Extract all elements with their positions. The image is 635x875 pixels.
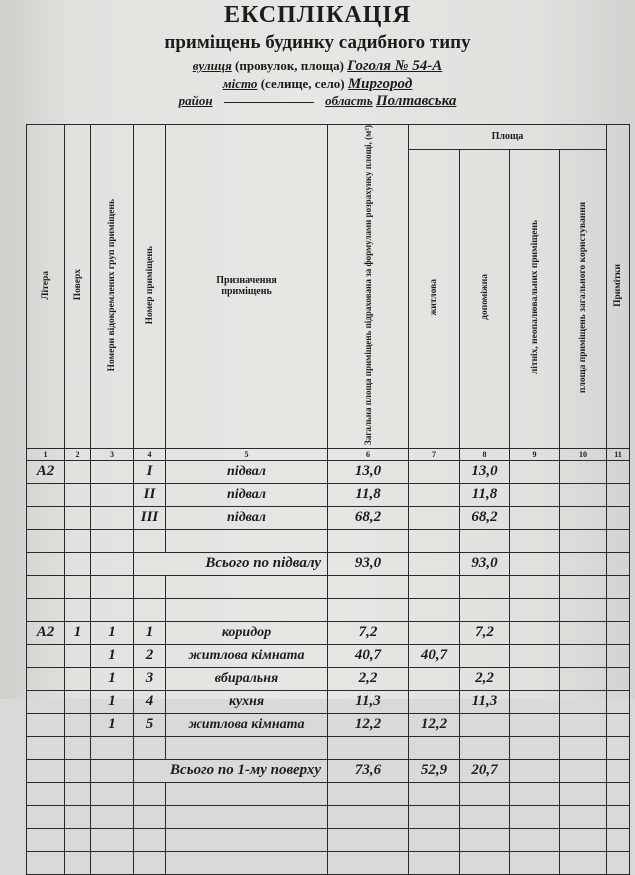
cell-living-area: [409, 736, 460, 759]
cell-empty: [560, 483, 607, 506]
col-litera: Літера: [27, 125, 65, 449]
cell-empty: [27, 552, 65, 575]
table-row: [27, 483, 630, 506]
col-room-no: Номер приміщень: [134, 125, 166, 449]
city-line: [0, 76, 635, 93]
cell-living-area: [409, 828, 460, 851]
cell-empty: [560, 736, 607, 759]
cell-empty: [560, 713, 607, 736]
cell-litera: [27, 506, 65, 529]
table-row: [27, 667, 630, 690]
cell-aux-area: 93,0: [460, 552, 510, 575]
cell-room-no: [134, 828, 166, 851]
cell-living-area: 12,2: [409, 713, 460, 736]
cell-room-no: [134, 736, 166, 759]
cell-total-area: 68,2: [328, 506, 409, 529]
cell-empty: [560, 460, 607, 483]
cell-litera: [27, 805, 65, 828]
cell-purpose: вбиральня: [166, 667, 328, 690]
cell-group-no: [91, 598, 134, 621]
col-summer: літніх, неопалювальних приміщень: [510, 149, 560, 448]
cell-group-no: [91, 782, 134, 805]
cell-living-area: [409, 621, 460, 644]
cell-floor: [65, 644, 91, 667]
cell-empty: [510, 782, 560, 805]
explication-table: [26, 124, 630, 875]
col-living: житлова: [409, 149, 460, 448]
region-label: область: [325, 93, 373, 108]
table-row: [27, 621, 630, 644]
cell-group-no: [91, 851, 134, 874]
cell-litera: А2: [27, 621, 65, 644]
cell-empty: [607, 805, 630, 828]
col-poverkh: Поверх: [65, 125, 91, 449]
cell-purpose: коридор: [166, 621, 328, 644]
col-area-group: Площа: [409, 125, 607, 150]
cell-room-no: [134, 598, 166, 621]
cell-total-area: [328, 529, 409, 552]
cell-empty: [560, 667, 607, 690]
cell-floor: [65, 667, 91, 690]
cell-purpose: підвал: [166, 483, 328, 506]
cell-empty: [607, 690, 630, 713]
cell-total-area: 40,7: [328, 644, 409, 667]
cell-litera: [27, 667, 65, 690]
cell-total-area: [328, 736, 409, 759]
cell-empty: [607, 759, 630, 782]
cell-empty: [607, 483, 630, 506]
cell-floor: 1: [65, 621, 91, 644]
cell-empty: [510, 529, 560, 552]
cell-group-no: 1: [91, 713, 134, 736]
table-row: [27, 506, 630, 529]
cell-living-area: [409, 460, 460, 483]
cell-aux-area: 7,2: [460, 621, 510, 644]
cell-empty: [560, 621, 607, 644]
cell-room-no: 5: [134, 713, 166, 736]
cell-living-area: [409, 575, 460, 598]
cell-empty: [510, 598, 560, 621]
cell-room-no: III: [134, 506, 166, 529]
cell-aux-area: [460, 736, 510, 759]
cell-purpose: підвал: [166, 506, 328, 529]
city-paren: (селище, село): [260, 76, 345, 91]
cell-purpose: кухня: [166, 690, 328, 713]
document-title: ЕКСПЛІКАЦІЯ: [223, 2, 412, 28]
col-purpose: Призначення приміщень: [166, 125, 328, 449]
column-numbers-row: 1 2 3 4 5 6 7 8 9 10 11: [27, 448, 630, 460]
cell-empty: [510, 667, 560, 690]
cell-empty: [91, 759, 134, 782]
cell-litera: [27, 529, 65, 552]
cell-total-area: 11,8: [328, 483, 409, 506]
cell-litera: [27, 782, 65, 805]
cell-total-area: [328, 575, 409, 598]
table-row: [27, 713, 630, 736]
cell-room-no: II: [134, 483, 166, 506]
cell-empty: [510, 575, 560, 598]
cell-empty: [607, 506, 630, 529]
cell-aux-area: 11,8: [460, 483, 510, 506]
cell-aux-area: [460, 644, 510, 667]
cell-empty: [510, 713, 560, 736]
cell-purpose: підвал: [166, 460, 328, 483]
region-value: Полтавська: [375, 93, 457, 109]
cell-empty: [607, 851, 630, 874]
cell-purpose: [166, 598, 328, 621]
cell-total-area: 93,0: [328, 552, 409, 575]
col-groups: Номери відокремлених груп приміщень: [91, 125, 134, 449]
cell-aux-area: 13,0: [460, 460, 510, 483]
cell-total-area: [328, 782, 409, 805]
cell-empty: [510, 621, 560, 644]
cell-room-no: [134, 805, 166, 828]
cell-empty: [510, 644, 560, 667]
cell-empty: [510, 828, 560, 851]
cell-empty: [607, 828, 630, 851]
cell-empty: [560, 759, 607, 782]
cell-aux-area: [460, 575, 510, 598]
cell-purpose: [166, 805, 328, 828]
cell-empty: [510, 483, 560, 506]
city-label: місто: [222, 76, 258, 91]
street-paren: (провулок, площа): [235, 58, 344, 73]
cell-group-no: [91, 805, 134, 828]
table-row: [27, 782, 630, 805]
cell-empty: [560, 690, 607, 713]
cell-aux-area: [460, 598, 510, 621]
cell-total-area: 11,3: [328, 690, 409, 713]
cell-group-no: [91, 529, 134, 552]
cell-litera: [27, 736, 65, 759]
cell-empty: [560, 828, 607, 851]
cell-aux-area: [460, 782, 510, 805]
cell-floor: [65, 736, 91, 759]
cell-aux-area: 20,7: [460, 759, 510, 782]
cell-total-area: [328, 805, 409, 828]
cell-empty: [607, 713, 630, 736]
cell-empty: [560, 506, 607, 529]
cell-living-area: [409, 529, 460, 552]
cell-room-no: [134, 851, 166, 874]
cell-floor: [65, 805, 91, 828]
cell-total-area: 7,2: [328, 621, 409, 644]
cell-living-area: 52,9: [409, 759, 460, 782]
cell-empty: [91, 552, 134, 575]
cell-litera: [27, 598, 65, 621]
cell-living-area: [409, 851, 460, 874]
cell-floor: [65, 598, 91, 621]
cell-living-area: [409, 805, 460, 828]
cell-purpose: житлова кімната: [166, 713, 328, 736]
cell-litera: [27, 713, 65, 736]
cell-total-area: 2,2: [328, 667, 409, 690]
cell-aux-area: [460, 828, 510, 851]
cell-empty: [607, 460, 630, 483]
cell-empty: [510, 690, 560, 713]
cell-group-no: [91, 483, 134, 506]
cell-aux-area: [460, 851, 510, 874]
cell-group-no: [91, 736, 134, 759]
col-auxiliary: допоміжна: [460, 149, 510, 448]
street-line: [0, 58, 635, 75]
document-subtitle: приміщень будинку садибного типу: [164, 32, 471, 53]
cell-aux-area: 2,2: [460, 667, 510, 690]
table-row: [27, 575, 630, 598]
cell-empty: [510, 552, 560, 575]
col-notes: Примітки: [607, 125, 630, 449]
cell-group-no: [91, 575, 134, 598]
cell-purpose: житлова кімната: [166, 644, 328, 667]
cell-empty: [510, 851, 560, 874]
cell-empty: [510, 736, 560, 759]
table-row: [27, 598, 630, 621]
cell-empty: [560, 529, 607, 552]
cell-litera: [27, 851, 65, 874]
cell-empty: [607, 782, 630, 805]
cell-room-no: 4: [134, 690, 166, 713]
cell-living-area: [409, 667, 460, 690]
cell-living-area: 40,7: [409, 644, 460, 667]
cell-summary-label: Всього по підвалу: [134, 552, 328, 575]
cell-aux-area: 68,2: [460, 506, 510, 529]
cell-floor: [65, 713, 91, 736]
table-row: [27, 644, 630, 667]
cell-empty: [607, 529, 630, 552]
summary-row: [27, 759, 630, 782]
cell-litera: А2: [27, 460, 65, 483]
cell-floor: [65, 782, 91, 805]
cell-room-no: [134, 575, 166, 598]
cell-litera: [27, 828, 65, 851]
cell-litera: [27, 690, 65, 713]
cell-empty: [607, 621, 630, 644]
cell-litera: [27, 483, 65, 506]
table-row: [27, 851, 630, 874]
cell-living-area: [409, 690, 460, 713]
cell-group-no: 1: [91, 667, 134, 690]
cell-empty: [510, 506, 560, 529]
cell-room-no: 3: [134, 667, 166, 690]
region-line: [0, 93, 635, 110]
cell-empty: [607, 644, 630, 667]
cell-empty: [607, 575, 630, 598]
cell-floor: [65, 529, 91, 552]
cell-group-no: [91, 506, 134, 529]
table-row: [27, 690, 630, 713]
cell-total-area: 73,6: [328, 759, 409, 782]
cell-purpose: [166, 828, 328, 851]
district-blank: [224, 102, 314, 103]
cell-room-no: 2: [134, 644, 166, 667]
cell-group-no: [91, 828, 134, 851]
cell-aux-area: [460, 529, 510, 552]
cell-living-area: [409, 506, 460, 529]
cell-floor: [65, 506, 91, 529]
cell-empty: [607, 736, 630, 759]
cell-litera: [27, 644, 65, 667]
cell-floor: [65, 460, 91, 483]
table-row: [27, 460, 630, 483]
city-value: Миргород: [347, 76, 413, 92]
col-total-area: Загальна площа приміщень підрахована за формулами розрахунку площі, (м²): [328, 125, 409, 449]
cell-room-no: [134, 782, 166, 805]
cell-empty: [510, 460, 560, 483]
cell-empty: [607, 552, 630, 575]
cell-purpose: [166, 575, 328, 598]
cell-empty: [560, 552, 607, 575]
cell-group-no: 1: [91, 690, 134, 713]
street-label: вулиця: [192, 58, 232, 73]
cell-empty: [560, 851, 607, 874]
cell-empty: [560, 598, 607, 621]
cell-room-no: I: [134, 460, 166, 483]
cell-empty: [65, 552, 91, 575]
street-value: Гоголя № 54-А: [347, 58, 443, 74]
cell-empty: [560, 575, 607, 598]
cell-purpose: [166, 851, 328, 874]
cell-total-area: [328, 851, 409, 874]
cell-empty: [510, 805, 560, 828]
cell-group-no: 1: [91, 621, 134, 644]
cell-floor: [65, 483, 91, 506]
cell-total-area: [328, 828, 409, 851]
cell-total-area: 12,2: [328, 713, 409, 736]
cell-purpose: [166, 782, 328, 805]
cell-empty: [510, 759, 560, 782]
cell-aux-area: [460, 805, 510, 828]
cell-empty: [65, 759, 91, 782]
cell-living-area: [409, 483, 460, 506]
cell-group-no: 1: [91, 644, 134, 667]
cell-empty: [560, 805, 607, 828]
cell-aux-area: 11,3: [460, 690, 510, 713]
cell-room-no: [134, 529, 166, 552]
summary-row: [27, 552, 630, 575]
table-body: [27, 460, 630, 874]
cell-floor: [65, 851, 91, 874]
cell-litera: [27, 575, 65, 598]
cell-purpose: [166, 529, 328, 552]
cell-empty: [607, 598, 630, 621]
cell-empty: [607, 667, 630, 690]
cell-living-area: [409, 598, 460, 621]
cell-empty: [27, 759, 65, 782]
cell-floor: [65, 575, 91, 598]
cell-aux-area: [460, 713, 510, 736]
cell-empty: [560, 644, 607, 667]
table-row: [27, 828, 630, 851]
table-row: [27, 529, 630, 552]
col-common: площа приміщень загального користування: [560, 149, 607, 448]
cell-total-area: 13,0: [328, 460, 409, 483]
cell-empty: [560, 782, 607, 805]
cell-total-area: [328, 598, 409, 621]
cell-floor: [65, 828, 91, 851]
cell-group-no: [91, 460, 134, 483]
cell-room-no: 1: [134, 621, 166, 644]
cell-living-area: [409, 552, 460, 575]
cell-floor: [65, 690, 91, 713]
cell-living-area: [409, 782, 460, 805]
cell-summary-label: Всього по 1-му поверху: [134, 759, 328, 782]
cell-purpose: [166, 736, 328, 759]
table-row: [27, 736, 630, 759]
table-row: [27, 805, 630, 828]
district-label: район: [178, 93, 213, 108]
